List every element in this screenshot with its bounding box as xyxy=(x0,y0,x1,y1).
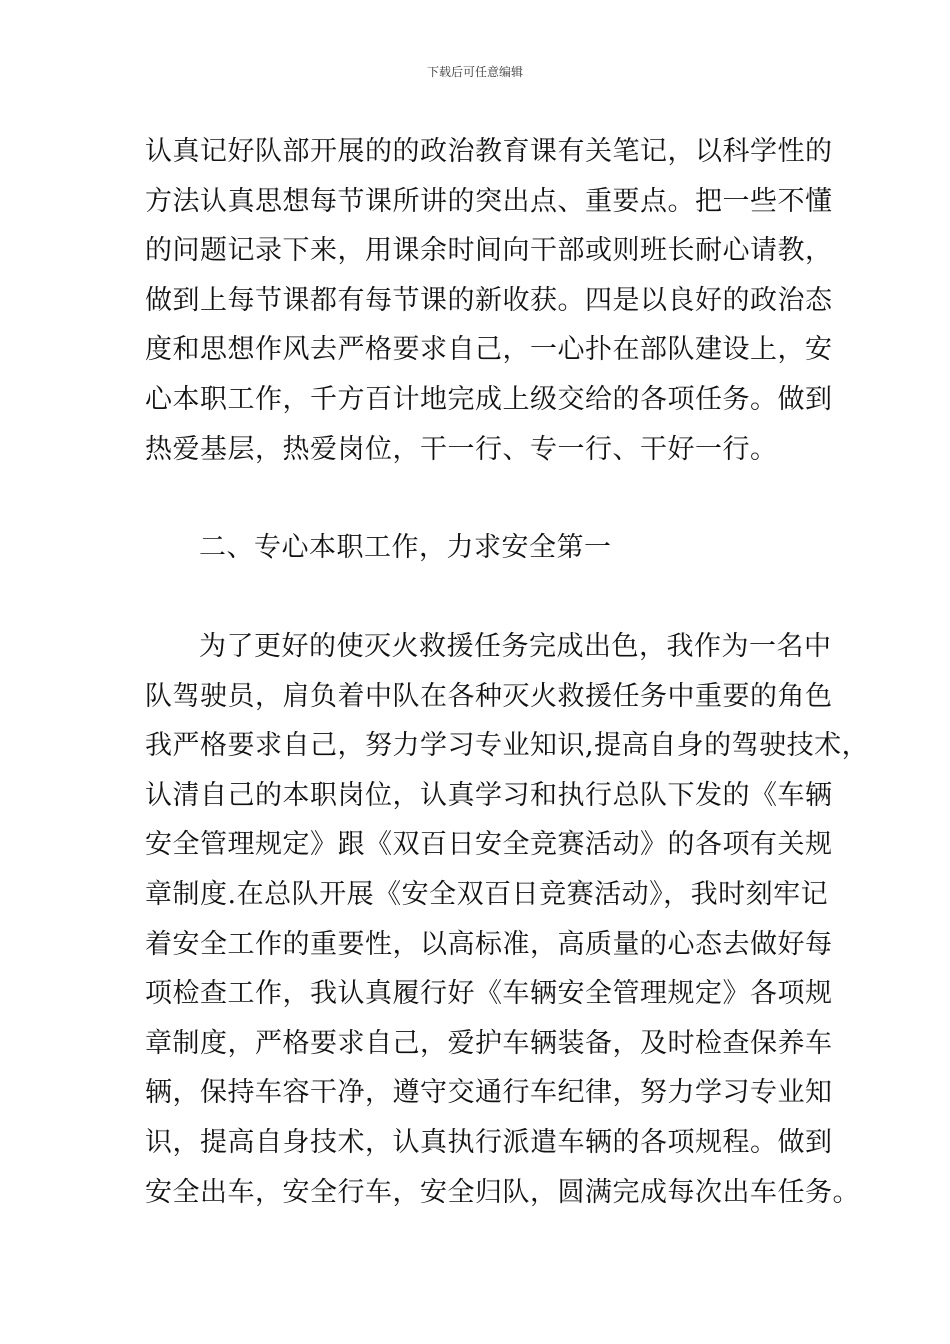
paragraph-line: 队驾驶员，肩负着中队在各种灭火救援任务中重要的角色 xyxy=(145,680,833,712)
paragraph-line: 心本职工作，千方百计地完成上级交给的各项任务。做到 xyxy=(145,383,833,415)
paragraph-line: 着安全工作的重要性，以高标准，高质量的心态去做好每 xyxy=(145,928,833,960)
section-heading: 二、专心本职工作，力求安全第一 xyxy=(199,532,612,563)
paragraph-line: 认清自己的本职岗位，认真学习和执行总队下发的《车辆 xyxy=(145,779,833,811)
section-heading-block xyxy=(145,523,825,573)
paragraph-line: 方法认真思想每节课所讲的突出点、重要点。把一些不懂 xyxy=(145,185,833,217)
page-header: 下载后可任意编辑 xyxy=(426,65,523,79)
paragraph-line: 认真记好队部开展的的政治教育课有关笔记，以科学性的 xyxy=(145,136,833,167)
paragraph-line: 度和思想作风去严格要求自己，一心扑在部队建设上，安 xyxy=(145,334,833,366)
paragraph-line: 的问题记录下来，用课余时间向干部或则班长耐心请教， xyxy=(145,235,833,267)
paragraph-line: 做到上每节课都有每节课的新收获。四是以良好的政治态 xyxy=(145,284,833,316)
paragraph-line: 安全出车，安全行车，安全归队，圆满完成每次出车任务。 xyxy=(145,1176,860,1208)
paragraph-line: 章制度.在总队开展《安全双百日竞赛活动》，我时刻牢记 xyxy=(145,878,829,910)
paragraph-2 xyxy=(145,622,870,1217)
paragraph-line: 章制度，严格要求自己，爱护车辆装备，及时检查保养车 xyxy=(145,1027,833,1059)
paragraph-1 xyxy=(145,127,833,474)
paragraph-line: 热爱基层，热爱岗位，干一行、专一行、干好一行。 xyxy=(145,433,778,465)
paragraph-line: 我严格要求自己，努力学习专业知识,提高自身的驾驶技术， xyxy=(145,730,870,762)
paragraph-line: 识，提高自身技术，认真执行派遣车辆的各项规程。做到 xyxy=(145,1126,833,1158)
paragraph-line: 为了更好的使灭火救援任务完成出色，我作为一名中 xyxy=(199,631,832,662)
paragraph-line: 辆，保持车容干净，遵守交通行车纪律，努力学习专业知 xyxy=(145,1077,833,1109)
paragraph-line: 项检查工作，我认真履行好《车辆安全管理规定》各项规 xyxy=(145,978,833,1010)
paragraph-line: 安全管理规定》跟《双百日安全竞赛活动》的各项有关规 xyxy=(145,829,833,861)
